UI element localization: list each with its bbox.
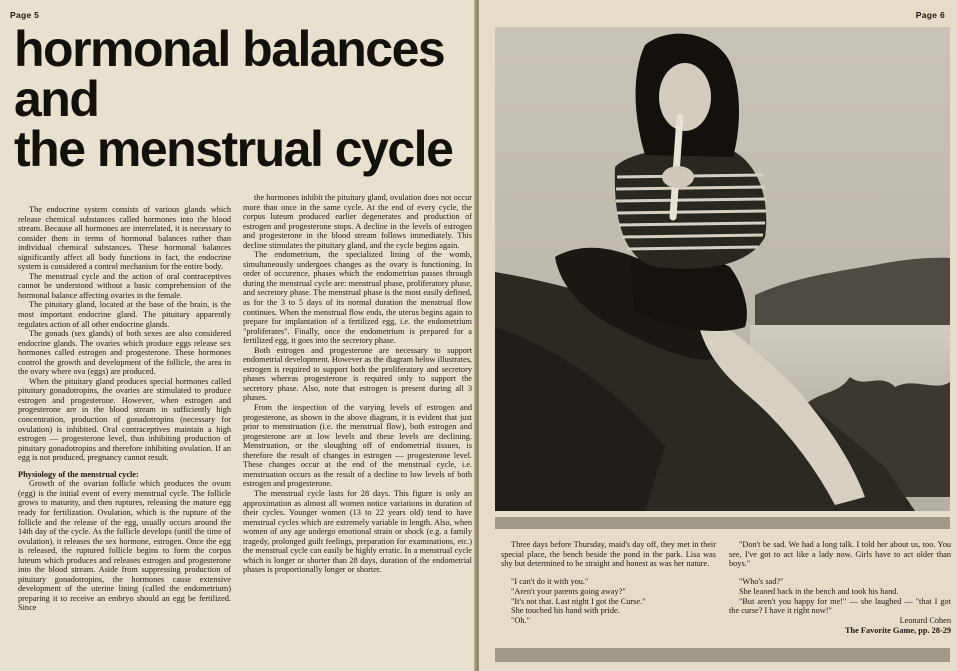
title-line-3: the menstrual cycle (14, 121, 453, 177)
face (659, 63, 711, 131)
paragraph: The menstrual cycle lasts for 28 days. This figure is only an approximation as almost all women notice variations in duration of their cycles. Younger women (13 to 22 years old) tend to have menstrual cycles which are extremely variable in length. Also, when women of any age undergo emotional strain or shock (e.g. a family tragedy, prolonged guilt feelings, preparation for examinations, etc.) the menstrual cycle can easily be highly erratic. In a menstrual cycle which is longer or shorter than 28 days, duration of the endometrial phases is proportionally longer or shorter. (243, 488, 472, 575)
paragraph: The endometrium, the specialized lining of the womb, simultaneously undergoes changes as the ovary is functioning. In order of occurence, phases which the endometriun passes through during the menstrual cycle are: menstrual phase, proliferatory phase, and secretory phase. The menstrual phase is the most easily defined, as for the 3 to 5 days of its normal duration the menstrual flow continues. When the menstrual flow ends, the uterus begins again to prepare for implantation of a fertilized egg, i.e. the endometrium "proliferates". Finally, once the endometrium is prepared for a fertilized egg, it goes into the secretory phase. (243, 250, 472, 346)
striped-shirt (615, 148, 766, 269)
left-page (0, 0, 476, 671)
right-page (479, 0, 957, 671)
paragraph: the hormones inhibit the pituitary gland, ovulation does not occur more than once in the same cycle. At the end of every cycle, the corpus luteum produced earlier degenerates and production of estrogen and progesterone stops. A decline in the levels of estrogen and progesterone in the blood stream follows immediately. This decline stimulates the pituitary gland, and the cycle begins again. (243, 193, 472, 250)
title-line-2: and (14, 71, 99, 127)
dialogue-line: "Oh." (511, 615, 530, 625)
photo-girl-playing-recorder (495, 27, 950, 511)
story-column-2 (729, 540, 951, 635)
divider-bar-top (495, 517, 950, 529)
paragraph: From the inspection of the varying levels of estrogen and progesterone, as shown in the above diagram, it is evident that just prior to menstruation (i.e. the menstrual flow), both estrogen and progesterone are at low levels and these levels are declining. Menstruation, or the sloughing off of endometrial tissues, is therefore the result of changes in estrogen — progesterone level. These changes occur at the end of the menstrual cycle, i.e. menstruation occurs as the result of a decline to low levels of both estrogen and progesterone. (243, 403, 472, 489)
story-paragraph: "Don't be sad. We had a long talk. I told her about us, too. You see, I've got to act like a lady now. Girls have to act older than boys." (729, 540, 951, 569)
title-line-1: hormonal balances (14, 21, 445, 77)
page-number-left: Page 5 (10, 10, 40, 20)
dialogue-line: "Aren't your parents going away?" (511, 586, 626, 596)
paragraph: The gonads (sex glands) of both sexes are also considered endocrine glands. The ovaries which produce eggs release sex hormones called estrogen and progesterone. These hormones control the growth and development of the follicle, the area in the ovary where ova (eggs) are produced. (18, 329, 231, 377)
dialogue-line: She leaned back in the bench and took his hand. (739, 586, 899, 596)
paragraph: Growth of the ovarian follicle which produces the ovum (egg) is the initial event of every menstrual cycle. The follicle grows to maturity, and then ruptures, releasing the mature egg ready for fertilization. Ovulation, which is the rupture of the follicle and the release of the egg, usually occurs around the 14th day of the cycle. As the follicle develops (until the time of ovulation), it releases the sex hormone, estrogen. Once the egg is released, the ruptured follicle begins to form the corpus luteum which produces and releases estrogen and progesterone into the blood stream. Aside from suppressing production of pituitary gonadotropins, the hormones cause extensive development of the uterine lining (called the endometrium) preparing it to receive an embryo should an egg be fertilized. Since (18, 479, 231, 613)
hands (662, 166, 694, 188)
dialogue-line: "It's not that. Last night I got the Curse." (511, 596, 646, 606)
article-column-2 (243, 193, 472, 575)
author-name: Leonard Cohen (899, 615, 951, 625)
paragraph: The pituitary gland, located at the base of the brain, is the most important endocrine gland. The pituitary apparently regulates action of all other endocrine glands. (18, 300, 231, 329)
divider-bar-bottom (495, 648, 950, 662)
dialogue-line: She touched his hand with pride. (511, 606, 620, 616)
paragraph: When the pituitary gland produces special hormones called pituitary gonadotropins, the ovaries are stimulated to produce estrogen and progesterone. However, when estrogen and progesterone are in the blood stream in sufficiently high concentration, production of gonadotropins (necessary for ovulation) is inhibited. Oral contraceptives maintain a high estrogen — progesterone level, thus inhibiting production of pituitary gonadotropins and therefore inhibiting ovulation. If an egg is not produced, pregnancy cannot result. (18, 376, 231, 463)
article-title (14, 21, 474, 177)
source-citation: The Favorite Game, pp. 28-29 (844, 625, 951, 635)
story-column-1 (501, 540, 716, 626)
photo-illustration (495, 27, 950, 511)
story-paragraph: Three days before Thursday, maid's day off, they met in their special place, the bench beside the pond in the park. Lisa was shy but determined to be straight and honest as was her nature. (501, 540, 716, 569)
paragraph: The menstrual cycle and the action of oral contraceptives cannot be understood without a basic comprehension of the hormonal balance affecting ovaries in the female. (18, 271, 231, 300)
dialogue-line: "But aren't you happy for me!" — she laughed — "that I got the curse? I have it right now!" (729, 596, 951, 616)
dialogue-line: "Who's sad?" (739, 577, 784, 587)
paragraph: Both estrogen and progesterone are necessary to support endometrial development. However as the diagram below illustrates, estrogen is required to support both the proliferatory and secretory phases whereas progesterone is required only to support the secretory phase. Also, note that estrogen is present during all 3 phases. (243, 345, 472, 403)
article-column-1 (18, 205, 231, 613)
section-subhead: Physiology of the menstrual cycle: (18, 469, 139, 479)
page-number-right: Page 6 (915, 10, 945, 20)
dialogue-line: "I can't do it with you." (511, 577, 589, 587)
paragraph: The endocrine system consists of various glands which release chemical substances called hormones into the blood stream. Because all hormones are interrelated, it is necessary to consider them in terms of hormonal balances rather than individual chemical substances. These hormonal balances significantly affect all body functions in fact, the endocrine system is considered a control mechanism for the entire body. (18, 205, 231, 272)
